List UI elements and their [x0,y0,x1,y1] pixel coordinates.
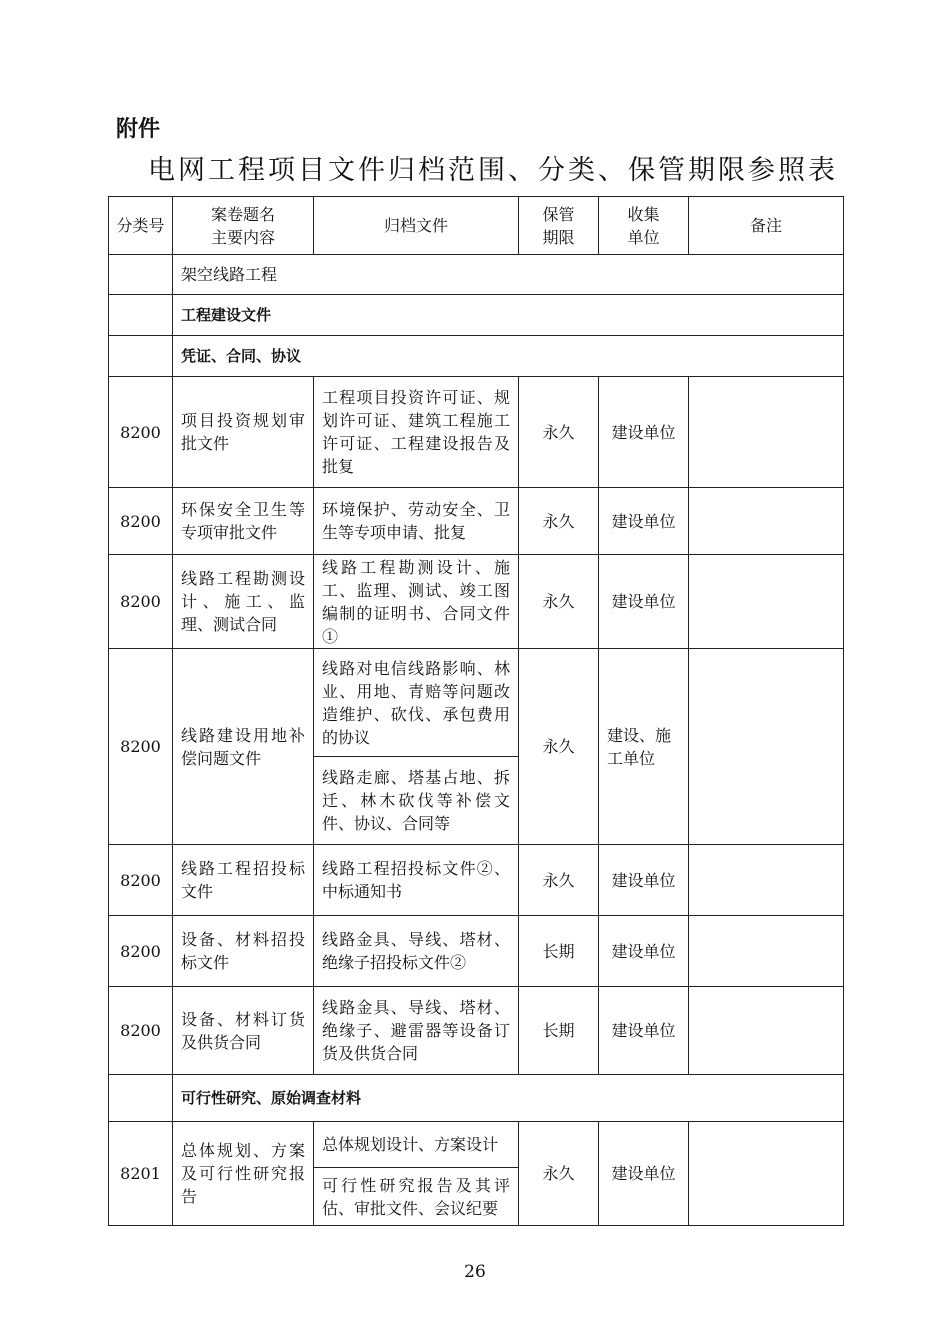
row-remark [689,987,844,1075]
row-files: 线路工程招投标文件②、中标通知书 [314,845,519,916]
header-topic-line1: 案卷题名 [210,204,275,224]
row-retention: 永久 [519,1122,599,1226]
row-topic: 项目投资规划审批文件 [173,377,314,488]
empty-cell [109,255,173,295]
row-files: 线路工程勘测设计、施工、监理、测试、竣工图编制的证明书、合同文件① [314,555,519,649]
row-files: 环境保护、劳动安全、卫生等专项申请、批复 [314,488,519,555]
row-code: 8200 [109,845,173,916]
section-row [109,1075,844,1122]
row-collector: 建设单位 [599,488,689,555]
row-topic: 环保安全卫生等专项审批文件 [173,488,314,555]
page-title: 电网工程项目文件归档范围、分类、保管期限参照表 [148,155,838,186]
row-remark [689,1122,844,1226]
row-files-b: 可行性研究报告及其评估、审批文件、会议纪要 [314,1168,519,1226]
row-retention: 永久 [519,555,599,649]
row-remark [689,555,844,649]
row-retention: 长期 [519,916,599,987]
row-files: 线路金具、导线、塔材、绝缘子、避雷器等设备订货及供货合同 [314,987,519,1075]
table-row [109,377,844,488]
row-remark [689,488,844,555]
row-topic: 设备、材料招投标文件 [173,916,314,987]
empty-cell [109,295,173,336]
row-collector: 建设单位 [599,987,689,1075]
row-files: 线路金具、导线、塔材、绝缘子招投标文件② [314,916,519,987]
row-code: 8200 [109,488,173,555]
header-retention-line1: 保管 [542,204,575,224]
row-code: 8200 [109,649,173,845]
header-remark: 备注 [689,197,844,255]
table-row [109,649,844,757]
header-topic [173,197,314,255]
row-files: 工程项目投资许可证、规划许可证、建筑工程施工许可证、工程建设报告及批复 [314,377,519,488]
section-row [109,336,844,377]
row-files-a: 线路对电信线路影响、林业、用地、青赔等问题改造维护、砍伐、承包费用的协议 [314,649,519,757]
table-row [109,1122,844,1168]
table-row [109,916,844,987]
row-code: 8200 [109,987,173,1075]
table-row [109,555,844,649]
row-remark [689,916,844,987]
header-retention-line2: 期限 [542,227,575,247]
section-overhead-line: 架空线路工程 [173,255,844,295]
section-row [109,295,844,336]
archive-table [108,196,844,1226]
row-remark [689,649,844,845]
row-remark [689,377,844,488]
row-topic: 设备、材料订货及供货合同 [173,987,314,1075]
row-collector: 建设单位 [599,845,689,916]
section-row [109,255,844,295]
row-topic: 线路工程招投标文件 [173,845,314,916]
empty-cell [109,1075,173,1122]
row-retention: 永久 [519,488,599,555]
row-code: 8200 [109,916,173,987]
row-retention: 永久 [519,845,599,916]
header-topic-line2: 主要内容 [210,227,275,247]
table-row [109,488,844,555]
row-collector: 建设单位 [599,377,689,488]
row-collector: 建设单位 [599,555,689,649]
row-retention: 永久 [519,377,599,488]
table-row [109,845,844,916]
row-remark [689,845,844,916]
header-retention [519,197,599,255]
header-collector-line2: 单位 [627,227,660,247]
row-collector: 建设单位 [599,916,689,987]
empty-cell [109,336,173,377]
table-header [109,197,844,255]
header-collector-line1: 收集 [627,204,660,224]
header-code: 分类号 [109,197,173,255]
row-files-b: 线路走廊、塔基占地、拆迁、林木砍伐等补偿文件、协议、合同等 [314,757,519,845]
section-feasibility: 可行性研究、原始调查材料 [173,1075,844,1122]
row-retention: 永久 [519,649,599,845]
section-construction-docs: 工程建设文件 [173,295,844,336]
header-files: 归档文件 [314,197,519,255]
section-contracts: 凭证、合同、协议 [173,336,844,377]
table-row [109,987,844,1075]
row-topic: 总体规划、方案及可行性研究报告 [173,1122,314,1226]
row-collector: 建设、施工单位 [599,649,689,845]
page-number: 26 [464,1262,486,1282]
row-topic: 线路工程勘测设计、施工、监理、测试合同 [173,555,314,649]
row-retention: 长期 [519,987,599,1075]
row-collector: 建设单位 [599,1122,689,1226]
row-code: 8200 [109,555,173,649]
row-code: 8200 [109,377,173,488]
row-files-a: 总体规划设计、方案设计 [314,1122,519,1168]
row-code: 8201 [109,1122,173,1226]
row-topic: 线路建设用地补偿问题文件 [173,649,314,845]
header-collector [599,197,689,255]
attachment-label: 附件 [116,117,161,142]
